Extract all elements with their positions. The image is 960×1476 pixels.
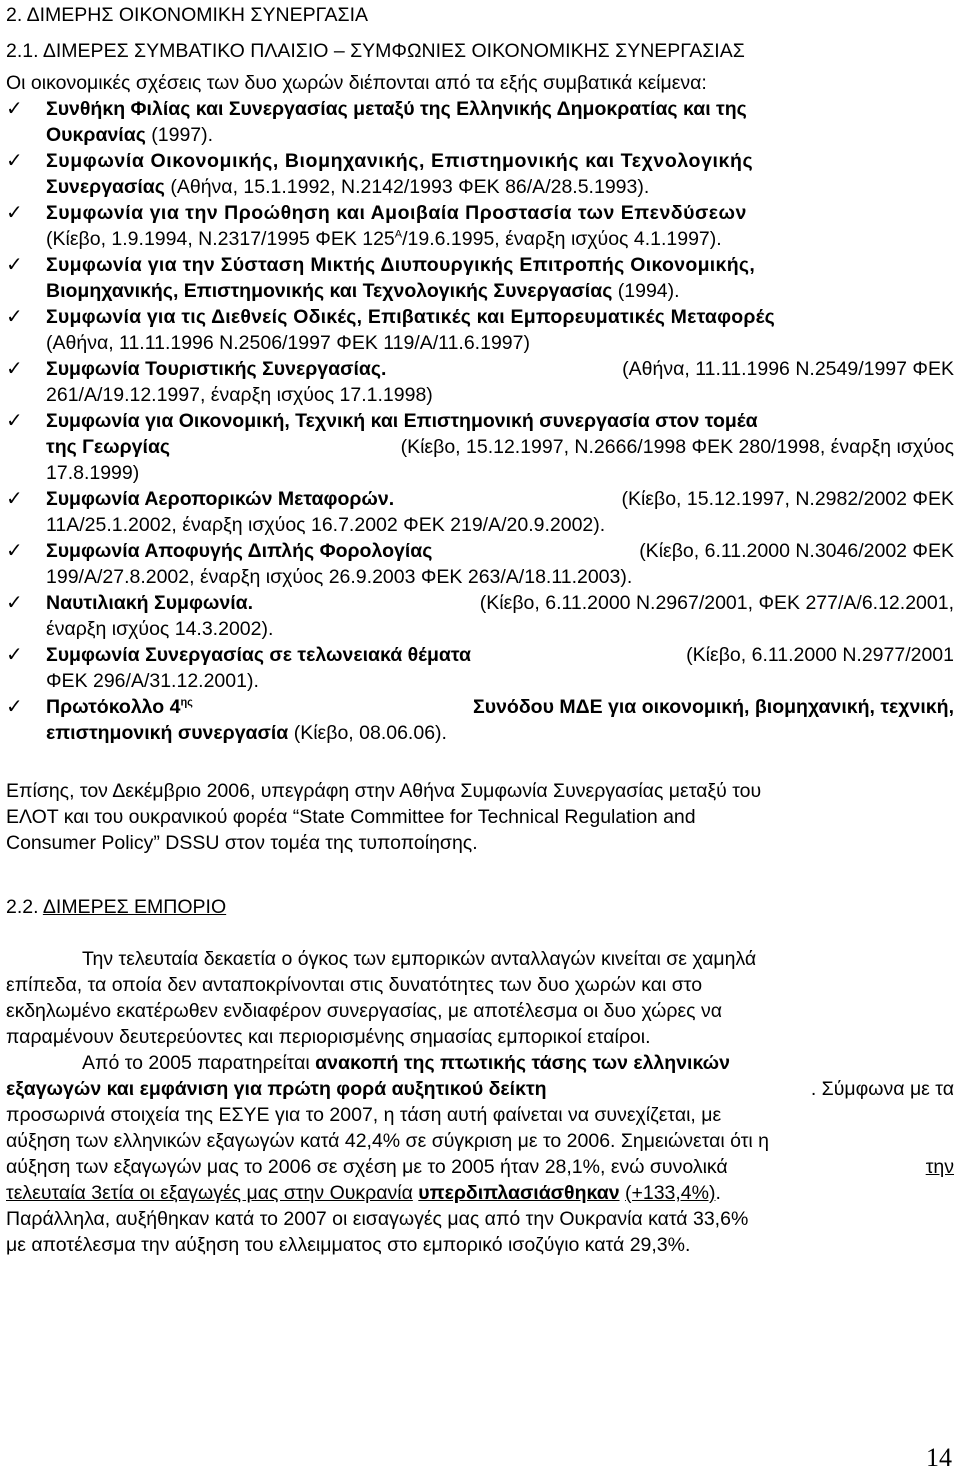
checkmark-icon: ✓ — [6, 306, 23, 328]
agreement-12-line1: Πρωτόκολλο $4^{\eta\varsigma}$ Συνόδου ΜΔΕ για οικονομική, βιομηχανική, τεχνική, — [46, 696, 954, 718]
subsection-heading-2-1: 2.1. ΔΙΜΕΡΕΣ ΣΥΜΒΑΤΙΚΟ ΠΛΑΙΣΙΟ – ΣΥΜΦΩΝΙΕΣ ΟΙΚΟΝΟΜΙΚΗΣ ΣΥΝΕΡΓΑΣΙΑΣ — [6, 40, 745, 62]
checkmark-icon: ✓ — [6, 540, 23, 562]
checkmark-icon: ✓ — [6, 696, 23, 718]
para-exports-line7: Παράλληλα, αυξήθηκαν κατά το 2007 οι εισαγωγές μας από την Ουκρανία κατά 33,6% — [6, 1208, 749, 1230]
para-exports-line1: Από το 2005 παρατηρείται ανακοπή της πτωτικής τάσης των ελληνικών — [82, 1052, 730, 1074]
checkmark-icon: ✓ — [6, 358, 23, 380]
agreement-4-title: Συμφωνία για την Σύσταση Μικτής Διυπουργικής Επιτροπής Οικονομικής, — [46, 254, 756, 276]
agreement-11-line2: ΦΕΚ 296/Α/31.12.2001). — [46, 670, 259, 692]
agreement-8-line1: Συμφωνία Αεροπορικών Μεταφορών. (Κίεβο, 15.12.1997, Ν.2982/2002 ΦΕΚ — [46, 488, 954, 510]
para-standards-line1: Επίσης, τον Δεκέμβριο 2006, υπεγράφη στην Αθήνα Συμφωνία Συνεργασίας μεταξύ του — [6, 780, 762, 802]
para-exports-line2: εξαγωγών και εμφάνιση για πρώτη φορά αυξητικού δείκτη . Σύμφωνα με τα — [6, 1078, 954, 1100]
agreement-2-line2: Συνεργασίας (Αθήνα, 15.1.1992, Ν.2142/1993 ΦΕΚ 86/Α/28.5.1993). — [46, 176, 650, 198]
page-number: 14 — [926, 1443, 952, 1472]
checkmark-icon: ✓ — [6, 644, 23, 666]
agreement-9-line1: Συμφωνία Αποφυγής Διπλής Φορολογίας (Κίεβο, 6.11.2000 Ν.3046/2002 ΦΕΚ — [46, 540, 954, 562]
para-exports-line3: προσωρινά στοιχεία της ΕΣΥΕ για το 2007, η τάση αυτή φαίνεται να συνεχίζεται, με — [6, 1104, 722, 1126]
subsection-heading-2-2: 2.2. ΔΙΜΕΡΕΣ ΕΜΠΟΡΙΟ — [6, 896, 227, 918]
agreement-1-line2: Ουκρανίας (1997). — [46, 124, 214, 146]
para-exports-line5: αύξηση των εξαγωγών μας το 2006 σε σχέση με το 2005 ήταν 28,1%, ενώ συνολικά την — [6, 1156, 954, 1178]
agreement-3-line2: (Κίεβο, 1.9.1994, Ν.2317/1995 ΦΕΚ $125^A/19.6.1995$, έναρξη ισχύος 4.1.1997). — [46, 228, 722, 250]
intro-text: Οι οικονομικές σχέσεις των δυο χωρών διέπονται από τα εξής συμβατικά κείμενα: — [6, 72, 707, 94]
para-standards-line3: Consumer Policy” DSSU στον τομέα της τυποποίησης. — [6, 832, 478, 854]
checkmark-icon: ✓ — [6, 98, 23, 120]
agreement-2-title: Συμφωνία Οικονομικής, Βιομηχανικής, Επιστημονικής και Τεχνολογικής — [46, 150, 754, 172]
agreement-8-line2: 11Α/25.1.2002, έναρξη ισχύος 16.7.2002 ΦΕΚ 219/Α/20.9.2002). — [46, 514, 606, 536]
checkmark-icon: ✓ — [6, 592, 23, 614]
para-exports-line4: αύξηση των ελληνικών εξαγωγών κατά 42,4% σε σύγκριση με το 2006. Σημειώνεται ότι η — [6, 1130, 770, 1152]
agreement-5-line2: (Αθήνα, 11.11.1996 Ν.2506/1997 ΦΕΚ 119/Α/11.6.1997) — [46, 332, 530, 354]
agreement-5-title: Συμφωνία για τις Διεθνείς Οδικές, Επιβατικές και Εμπορευματικές Μεταφορές — [46, 306, 775, 328]
agreement-11-line1: Συμφωνία Συνεργασίας σε τελωνειακά θέματα (Κίεβο, 6.11.2000 Ν.2977/2001 — [46, 644, 954, 666]
para-trade-line2: επίπεδα, τα οποία δεν ανταποκρίνονται στις δυνατότητες των δυο χωρών και στο — [6, 974, 703, 996]
checkmark-icon: ✓ — [6, 410, 23, 432]
agreement-12-line2: επιστημονική συνεργασία (Κίεβο, 08.06.06). — [46, 722, 447, 744]
para-standards-line2: ΕΛΟΤ και του ουκρανικού φορέα “State Committee for Technical Regulation and — [6, 806, 696, 828]
checkmark-icon: ✓ — [6, 150, 23, 172]
para-trade-line3: εκδηλωμένο εκατέρωθεν ενδιαφέρον συνεργασίας, με αποτέλεσμα οι δυο χώρες να — [6, 1000, 723, 1022]
agreement-6-line2: 261/Α/19.12.1997, έναρξη ισχύος 17.1.1998) — [46, 384, 433, 406]
checkmark-icon: ✓ — [6, 202, 23, 224]
agreement-10-line1: Ναυτιλιακή Συμφωνία. (Κίεβο, 6.11.2000 Ν.2967/2001, ΦΕΚ 277/Α/6.12.2001, — [46, 592, 954, 614]
para-exports-line8: με αποτέλεσμα την αύξηση του ελλειμματος στο εμπορικό ισοζύγιο κατά 29,3%. — [6, 1234, 691, 1256]
agreement-9-line2: 199/Α/27.8.2002, έναρξη ισχύος 26.9.2003 ΦΕΚ 263/Α/18.11.2003). — [46, 566, 633, 588]
para-trade-line4: παραμένουν δευτερεύοντες και περιορισμένης σημασίας εμπορικοί εταίροι. — [6, 1026, 651, 1048]
agreement-10-line2: έναρξη ισχύος 14.3.2002). — [46, 618, 274, 640]
agreement-4-line2: Βιομηχανικής, Επιστημονικής και Τεχνολογικής Συνεργασίας (1994). — [46, 280, 680, 302]
agreement-1-title: Συνθήκη Φιλίας και Συνεργασίας μεταξύ της Ελληνικής Δημοκρατίας και της — [46, 98, 747, 120]
checkmark-icon: ✓ — [6, 254, 23, 276]
agreement-3-title: Συμφωνία για την Προώθηση και Αμοιβαία Προστασία των Επενδύσεων — [46, 202, 747, 224]
para-trade-line1: Την τελευταία δεκαετία ο όγκος των εμπορικών ανταλλαγών κινείται σε χαμηλά — [82, 948, 757, 970]
agreement-7-title: Συμφωνία για Οικονομική, Τεχνική και Επιστημονική συνεργασία στον τομέα — [46, 410, 758, 432]
agreement-6-line1: Συμφωνία Τουριστικής Συνεργασίας. (Αθήνα, 11.11.1996 Ν.2549/1997 ΦΕΚ — [46, 358, 954, 380]
checkmark-icon: ✓ — [6, 488, 23, 510]
agreement-7-line3: 17.8.1999) — [46, 462, 140, 484]
section-heading-2: 2. ΔΙΜΕΡΗΣ ΟΙΚΟΝΟΜΙΚΗ ΣΥΝΕΡΓΑΣΙΑ — [6, 4, 369, 26]
agreement-7-line2: της Γεωργίας (Κίεβο, 15.12.1997, Ν.2666/1998 ΦΕΚ 280/1998, έναρξη ισχύος — [46, 436, 954, 458]
para-exports-line6: τελευταία 3ετία οι εξαγωγές μας στην Ουκρανία υπερδιπλασιάσθηκαν (+133,4%). — [6, 1182, 721, 1204]
